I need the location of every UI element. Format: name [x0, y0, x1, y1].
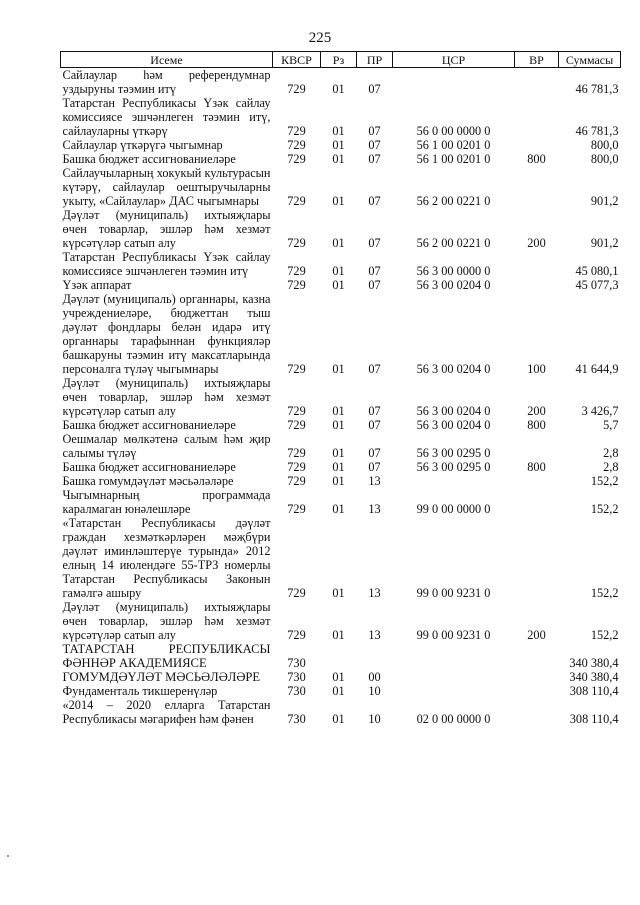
cell-kvsr: 729 [287, 138, 306, 152]
cell-sum: 5,7 [603, 418, 619, 432]
cell-sum: 800,0 [590, 138, 619, 152]
cell-csr: 56 3 00 0000 0 [416, 264, 491, 278]
cell-csr: 56 3 00 0204 0 [416, 278, 491, 292]
cell-rz: 01 [332, 236, 345, 250]
cell-name: Үзәк аппарат [62, 278, 132, 292]
cell-vr: 200 [527, 236, 546, 250]
cell-csr [393, 642, 515, 670]
cell-pr: 07 [368, 138, 381, 152]
table-row [61, 138, 621, 152]
table-row [61, 600, 621, 642]
table-row [61, 684, 621, 698]
table-row [61, 432, 621, 460]
cell-name: Сайлаучыларның хокукый культурасын күтәрү, сайлаулар оештыручыларны укыту, «Сайлаулар» ДАС чыгымнары [62, 166, 271, 208]
cell-vr [515, 684, 559, 698]
cell-csr: 99 0 00 9231 0 [416, 586, 491, 600]
cell-sum: 45 080,1 [575, 264, 619, 278]
cell-csr [393, 68, 515, 97]
table-row [61, 642, 621, 670]
cell-pr: 07 [368, 264, 381, 278]
cell-kvsr: 730 [287, 656, 306, 670]
cell-kvsr: 729 [287, 264, 306, 278]
cell-rz: 01 [332, 264, 345, 278]
cell-sum: 3 426,7 [581, 404, 619, 418]
header-pr: ПР [357, 52, 393, 68]
table-row [61, 698, 621, 726]
cell-kvsr: 729 [287, 446, 306, 460]
cell-csr [393, 670, 515, 684]
cell-rz: 01 [332, 138, 345, 152]
table-row [61, 376, 621, 418]
cell-sum: 308 110,4 [569, 684, 619, 698]
header-kvsr: КВСР [273, 52, 321, 68]
cell-name: Дәүләт (муниципаль) ихтыяҗлары өчен товарлар, эшләр һәм хезмәт күрсәтүләр сатып алу [62, 600, 271, 642]
cell-name: «2014 – 2020 елларга Татарстан Республикасы мәгарифен һәм фәнен [62, 698, 271, 726]
cell-sum: 2,8 [603, 460, 619, 474]
cell-pr: 10 [368, 712, 381, 726]
cell-kvsr: 729 [287, 628, 306, 642]
cell-pr: 07 [368, 418, 381, 432]
cell-sum: 2,8 [603, 446, 619, 460]
cell-name: Татарстан Республикасы Үзәк сайлау комиссиясе эшчәнлеген тәэмин итү [62, 250, 271, 278]
cell-csr: 56 0 00 0000 0 [416, 124, 491, 138]
cell-vr: 100 [527, 362, 546, 376]
cell-vr: 800 [527, 460, 546, 474]
cell-rz: 01 [332, 684, 345, 698]
cell-name: Башка бюджет ассигнованиеләре [62, 418, 236, 432]
cell-csr: 56 3 00 0295 0 [416, 460, 491, 474]
table-row [61, 418, 621, 432]
cell-vr: 800 [527, 152, 546, 166]
cell-kvsr: 729 [287, 278, 306, 292]
cell-vr: 200 [527, 628, 546, 642]
cell-rz: 01 [332, 670, 345, 684]
cell-pr [357, 642, 393, 670]
cell-vr [515, 138, 559, 152]
cell-rz: 01 [332, 586, 345, 600]
cell-vr: 800 [527, 418, 546, 432]
cell-pr: 07 [368, 404, 381, 418]
cell-csr: 56 3 00 0204 0 [416, 362, 491, 376]
table-row [61, 152, 621, 166]
cell-kvsr: 729 [287, 474, 306, 488]
header-rz: Рз [321, 52, 357, 68]
table-row [61, 250, 621, 278]
table-row [61, 474, 621, 488]
cell-vr [515, 166, 559, 208]
cell-vr [515, 96, 559, 138]
cell-pr: 13 [368, 502, 381, 516]
table-row [61, 670, 621, 684]
cell-csr [393, 474, 515, 488]
cell-pr: 07 [368, 362, 381, 376]
cell-vr [515, 670, 559, 684]
table-row [61, 68, 621, 97]
cell-name: Башка бюджет ассигнованиеләре [62, 152, 236, 166]
header-sum: Суммасы [559, 52, 621, 68]
cell-sum: 46 781,3 [575, 124, 619, 138]
budget-table [60, 51, 621, 726]
cell-name: «Татарстан Республикасы дәүләт граждан хезмәткәрләрен мәҗбүри дәүләт иминләштерүе турында» 2012 елның 14 июлендәге 55-ТРЗ номерлы Татарстан Республикасы Законын гамәлгә ашыру [62, 516, 271, 600]
cell-sum: 152,2 [590, 628, 619, 642]
cell-rz: 01 [332, 124, 345, 138]
cell-pr: 07 [368, 236, 381, 250]
cell-name: Башка бюджет ассигнованиеләре [62, 460, 236, 474]
cell-sum: 340 380,4 [569, 656, 619, 670]
cell-rz: 01 [332, 712, 345, 726]
cell-rz: 01 [332, 194, 345, 208]
cell-csr: 02 0 00 0000 0 [416, 712, 491, 726]
cell-pr: 10 [368, 684, 381, 698]
cell-pr: 07 [368, 460, 381, 474]
header-csr: ЦСР [393, 52, 515, 68]
cell-sum: 152,2 [590, 502, 619, 516]
cell-sum: 308 110,4 [569, 712, 619, 726]
cell-kvsr: 729 [287, 404, 306, 418]
cell-rz: 01 [332, 278, 345, 292]
cell-name: Дәүләт (муниципаль) ихтыяҗлары өчен товарлар, эшләр һәм хезмәт күрсәтүләр сатып алу [62, 208, 271, 250]
cell-kvsr: 730 [287, 670, 306, 684]
cell-sum: 152,2 [590, 474, 619, 488]
cell-csr: 56 1 00 0201 0 [416, 152, 491, 166]
cell-rz: 01 [332, 502, 345, 516]
cell-rz: 01 [332, 418, 345, 432]
table-row [61, 166, 621, 208]
cell-sum: 41 644,9 [575, 362, 619, 376]
cell-csr: 56 1 00 0201 0 [416, 138, 491, 152]
cell-rz: 01 [332, 404, 345, 418]
cell-kvsr: 729 [287, 124, 306, 138]
cell-kvsr: 729 [287, 194, 306, 208]
cell-csr: 99 0 00 0000 0 [416, 502, 491, 516]
cell-vr: 200 [527, 404, 546, 418]
cell-name: ГОМУМДӘҮЛӘТ МӘСЬӘЛӘЛӘРЕ [62, 670, 261, 684]
cell-kvsr: 729 [287, 362, 306, 376]
cell-kvsr: 729 [287, 586, 306, 600]
cell-sum: 340 380,4 [569, 670, 619, 684]
cell-csr [393, 684, 515, 698]
cell-sum: 45 077,3 [575, 278, 619, 292]
cell-kvsr: 729 [287, 82, 306, 96]
cell-rz [321, 642, 357, 670]
cell-pr: 13 [368, 586, 381, 600]
table-row [61, 460, 621, 474]
cell-csr: 56 3 00 0295 0 [416, 446, 491, 460]
header-vr: ВР [515, 52, 559, 68]
table-row [61, 292, 621, 376]
cell-kvsr: 729 [287, 152, 306, 166]
cell-kvsr: 729 [287, 460, 306, 474]
table-row [61, 516, 621, 600]
cell-name: Сайлаулар үткәрүгә чыгымнар [62, 138, 223, 152]
cell-name: Фундаменталь тикшеренүләр [62, 684, 218, 698]
cell-pr: 07 [368, 152, 381, 166]
cell-vr [515, 278, 559, 292]
cell-csr: 56 2 00 0221 0 [416, 194, 491, 208]
cell-name: Оешмалар мөлкәтенә салым һәм җир салымы түләү [62, 432, 271, 460]
cell-pr: 13 [368, 474, 381, 488]
table-row [61, 278, 621, 292]
cell-rz: 01 [332, 446, 345, 460]
table-row [61, 96, 621, 138]
cell-name: Татарстан Республикасы Үзәк сайлау комиссиясе эшчәнлеген тәэмин итү, сайлауларны үткәрү [62, 96, 271, 138]
cell-pr: 07 [368, 278, 381, 292]
cell-rz: 01 [332, 474, 345, 488]
cell-pr: 13 [368, 628, 381, 642]
cell-csr: 56 2 00 0221 0 [416, 236, 491, 250]
cell-pr: 07 [368, 194, 381, 208]
header-name: Исеме [61, 52, 273, 68]
cell-name: ТАТАРСТАН РЕСПУБЛИКАСЫ ФӘННӘР АКАДЕМИЯСЕ [62, 642, 271, 670]
cell-name: Башка гомумдәүләт мәсьәләләре [62, 474, 234, 488]
scan-mark [7, 855, 9, 857]
cell-kvsr: 730 [287, 684, 306, 698]
cell-pr: 07 [368, 124, 381, 138]
table-header-row [61, 52, 621, 68]
cell-rz: 01 [332, 362, 345, 376]
cell-pr: 00 [368, 670, 381, 684]
page-number: 225 [308, 30, 332, 46]
cell-pr: 07 [368, 82, 381, 96]
cell-kvsr: 729 [287, 502, 306, 516]
table-row [61, 488, 621, 516]
cell-sum: 46 781,3 [575, 82, 619, 96]
cell-vr [515, 250, 559, 278]
cell-rz: 01 [332, 82, 345, 96]
cell-sum: 152,2 [590, 586, 619, 600]
cell-kvsr: 729 [287, 418, 306, 432]
cell-vr [515, 516, 559, 600]
cell-name: Дәүләт (муниципаль) ихтыяҗлары өчен товарлар, эшләр һәм хезмәт күрсәтүләр сатып алу [62, 376, 271, 418]
cell-kvsr: 730 [287, 712, 306, 726]
cell-vr [515, 474, 559, 488]
cell-rz: 01 [332, 628, 345, 642]
cell-csr: 56 3 00 0204 0 [416, 418, 491, 432]
cell-name: Чыгымнарның программада каралмаган юнәлешләре [62, 488, 271, 516]
cell-name: Сайлаулар һәм референдумнар уздыруны тәэмин итү [62, 68, 271, 96]
cell-vr [515, 698, 559, 726]
cell-vr [515, 68, 559, 97]
cell-kvsr: 729 [287, 236, 306, 250]
cell-pr: 07 [368, 446, 381, 460]
cell-csr: 56 3 00 0204 0 [416, 404, 491, 418]
cell-rz: 01 [332, 152, 345, 166]
cell-vr [515, 488, 559, 516]
cell-vr [515, 432, 559, 460]
cell-rz: 01 [332, 460, 345, 474]
cell-sum: 901,2 [590, 194, 619, 208]
cell-name: Дәүләт (муниципаль) органнары, казна учреждениеләре, бюджеттан тыш дәүләт фондлары белән идарә итү органнары тарафыннан функцияләр башкаруны тәэмин итү максатларында персоналга түләү чыгымнары [62, 292, 271, 376]
cell-csr: 99 0 00 9231 0 [416, 628, 491, 642]
cell-sum: 901,2 [590, 236, 619, 250]
table-row [61, 208, 621, 250]
cell-vr [515, 642, 559, 670]
cell-sum: 800,0 [590, 152, 619, 166]
